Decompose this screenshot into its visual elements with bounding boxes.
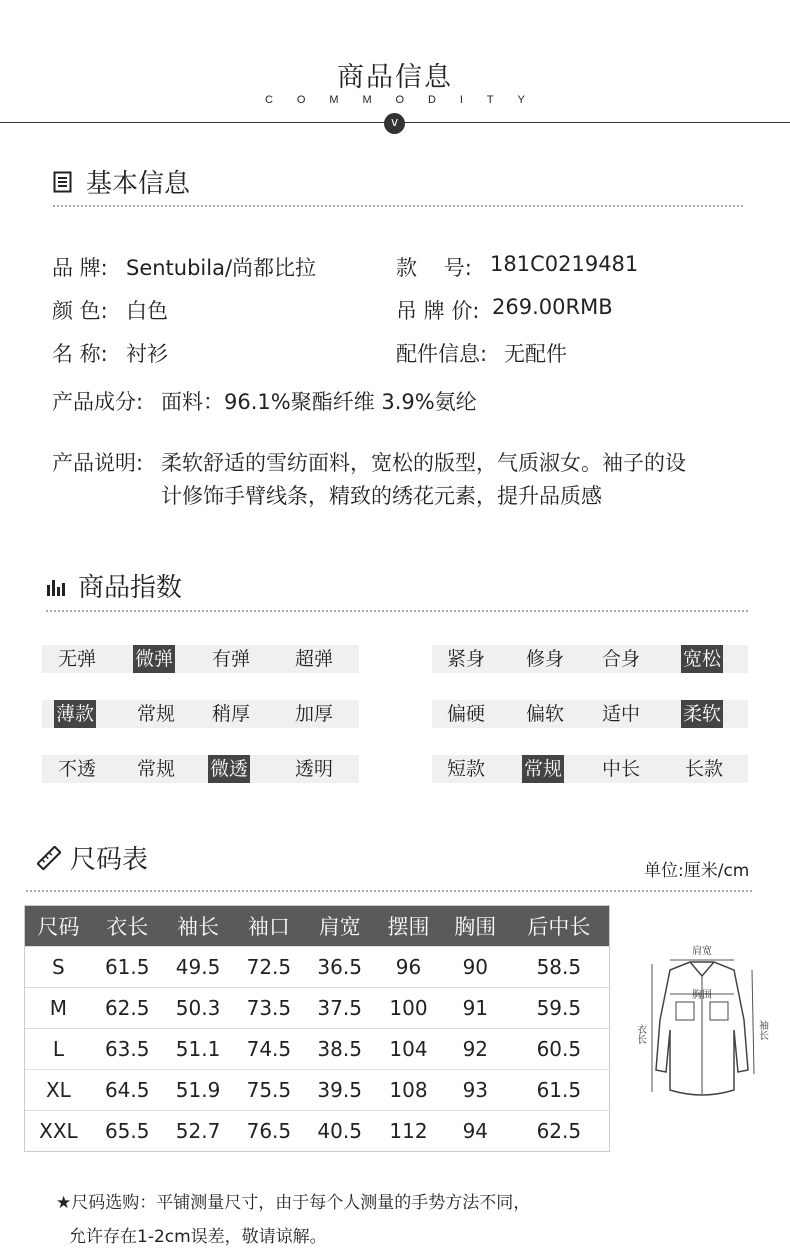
index-option-selected: 常规 [522, 755, 564, 783]
subtitle-letter: D [428, 94, 436, 106]
size-chart-title: 尺码表 [70, 845, 149, 875]
size-cell: 51.1 [163, 1028, 234, 1069]
brand-label: 品 牌: [52, 256, 108, 280]
size-cell: 108 [375, 1069, 442, 1110]
size-cell: 52.7 [163, 1110, 234, 1151]
size-cell: 59.5 [509, 987, 609, 1028]
size-cell: 96 [375, 946, 442, 987]
composition-label: 产品成分: [52, 390, 144, 414]
basic-info-title: 基本信息 [86, 169, 191, 199]
name-value: 衬衫 [126, 342, 168, 366]
subtitle-letter: O [296, 94, 306, 106]
index-option: 修身 [526, 648, 565, 670]
size-cell: 62.5 [509, 1110, 609, 1151]
index-title: 商品指数 [78, 573, 183, 603]
ruler-icon [37, 846, 61, 870]
size-cell: L [25, 1028, 92, 1069]
index-option-selected: 微透 [208, 755, 250, 783]
composition-value: 面料：96.1%聚酯纤维 3.9%氨纶 [161, 390, 477, 414]
subtitle-letter: M [362, 94, 372, 106]
color-value: 白色 [126, 299, 168, 323]
size-cell: 60.5 [509, 1028, 609, 1069]
size-cell: 100 [375, 987, 442, 1028]
index-option: 短款 [447, 758, 486, 780]
dotted-divider [46, 610, 748, 612]
document-icon [53, 171, 73, 193]
size-cell: XXL [25, 1110, 92, 1151]
size-header-cell: 肩宽 [304, 906, 375, 946]
style-no-label: 款 号: [396, 256, 472, 280]
subtitle-letter: O [395, 94, 405, 106]
brand-value: Sentubila/尚都比拉 [126, 256, 317, 280]
subtitle-letter: I [459, 94, 463, 106]
index-option: 稍厚 [212, 703, 251, 725]
index-option: 常规 [137, 703, 176, 725]
index-option: 无弹 [58, 648, 97, 670]
size-note-line: 允许存在1-2cm误差，敬请谅解。 [69, 1227, 327, 1247]
description-label: 产品说明: [52, 451, 144, 475]
size-cell: 61.5 [92, 946, 163, 987]
size-note-line: ★尺码选购：平铺测量尺寸，由于每个人测量的手势方法不同， [56, 1193, 531, 1213]
name-label: 名 称: [52, 342, 108, 366]
index-option: 超弹 [295, 648, 334, 670]
diagram-chest-label: 胸围 [692, 990, 712, 1001]
size-cell: 37.5 [304, 987, 375, 1028]
color-label: 颜 色: [52, 299, 108, 323]
size-cell: 62.5 [92, 987, 163, 1028]
table-row [25, 987, 609, 1028]
bar-chart-icon [46, 577, 66, 597]
size-cell: 51.9 [163, 1069, 234, 1110]
index-option: 加厚 [295, 703, 334, 725]
index-option: 偏软 [526, 703, 565, 725]
size-cell: 75.5 [233, 1069, 304, 1110]
commodity-subtitle [265, 94, 525, 106]
size-cell: M [25, 987, 92, 1028]
table-row [25, 946, 609, 987]
size-cell: 63.5 [92, 1028, 163, 1069]
size-header-cell: 尺码 [25, 906, 92, 946]
dotted-divider [26, 890, 752, 892]
size-cell: 74.5 [233, 1028, 304, 1069]
size-cell: 93 [442, 1069, 509, 1110]
diagram-length-label: 衣长 [634, 1024, 646, 1044]
diagram-shoulder-label: 肩宽 [692, 946, 712, 957]
accessory-value: 无配件 [504, 342, 567, 366]
index-option: 中长 [602, 758, 641, 780]
size-cell: 90 [442, 946, 509, 987]
price-value: 269.00RMB [492, 295, 613, 319]
shirt-diagram [630, 940, 775, 1115]
size-cell: 49.5 [163, 946, 234, 987]
subtitle-letter: T [486, 94, 494, 106]
size-cell: 36.5 [304, 946, 375, 987]
size-cell: 91 [442, 987, 509, 1028]
chevron-down-icon: v [384, 113, 405, 134]
index-option: 长款 [685, 758, 724, 780]
size-cell: 104 [375, 1028, 442, 1069]
index-option: 常规 [137, 758, 176, 780]
size-cell: 65.5 [92, 1110, 163, 1151]
size-header-cell: 胸围 [442, 906, 509, 946]
description-line: 计修饰手臂线条，精致的绣花元素，提升品质感 [161, 484, 602, 508]
size-header-cell: 袖长 [163, 906, 234, 946]
style-no-value: 181C0219481 [490, 252, 639, 276]
size-cell: S [25, 946, 92, 987]
subtitle-letter: M [329, 94, 339, 106]
size-cell: 112 [375, 1110, 442, 1151]
index-option: 不透 [58, 758, 97, 780]
table-row [25, 1028, 609, 1069]
size-header-cell: 衣长 [92, 906, 163, 946]
size-cell: 39.5 [304, 1069, 375, 1110]
table-row [25, 1110, 609, 1151]
size-cell: 50.3 [163, 987, 234, 1028]
size-header-cell: 袖口 [233, 906, 304, 946]
size-cell: 72.5 [233, 946, 304, 987]
index-option: 合身 [602, 648, 641, 670]
dotted-divider [53, 205, 743, 207]
price-label: 吊 牌 价: [396, 299, 480, 323]
description-line: 柔软舒适的雪纺面料，宽松的版型，气质淑女。袖子的设 [161, 451, 686, 475]
size-table-header [25, 906, 609, 946]
index-option: 偏硬 [447, 703, 486, 725]
index-option-selected: 薄款 [54, 700, 96, 728]
unit-label: 单位:厘米/cm [644, 861, 750, 881]
subtitle-letter: C [265, 94, 273, 106]
subtitle-letter: Y [517, 94, 525, 106]
size-cell: 92 [442, 1028, 509, 1069]
size-cell: 58.5 [509, 946, 609, 987]
index-option: 透明 [295, 758, 334, 780]
size-cell: 76.5 [233, 1110, 304, 1151]
table-row [25, 1069, 609, 1110]
accessory-label: 配件信息: [396, 342, 488, 366]
size-cell: 64.5 [92, 1069, 163, 1110]
index-option-selected: 柔软 [681, 700, 723, 728]
index-option-selected: 宽松 [681, 645, 723, 673]
page-title: 商品信息 [337, 62, 453, 93]
size-table [24, 905, 610, 1152]
index-option-selected: 微弹 [133, 645, 175, 673]
size-cell: 73.5 [233, 987, 304, 1028]
index-option: 紧身 [447, 648, 486, 670]
size-cell: 40.5 [304, 1110, 375, 1151]
index-option: 有弹 [212, 648, 251, 670]
index-option: 适中 [602, 703, 641, 725]
size-cell: 61.5 [509, 1069, 609, 1110]
size-cell: XL [25, 1069, 92, 1110]
diagram-sleeve-label: 袖长 [756, 1020, 768, 1040]
size-header-cell: 摆围 [375, 906, 442, 946]
size-cell: 38.5 [304, 1028, 375, 1069]
size-cell: 94 [442, 1110, 509, 1151]
size-header-cell: 后中长 [509, 906, 609, 946]
